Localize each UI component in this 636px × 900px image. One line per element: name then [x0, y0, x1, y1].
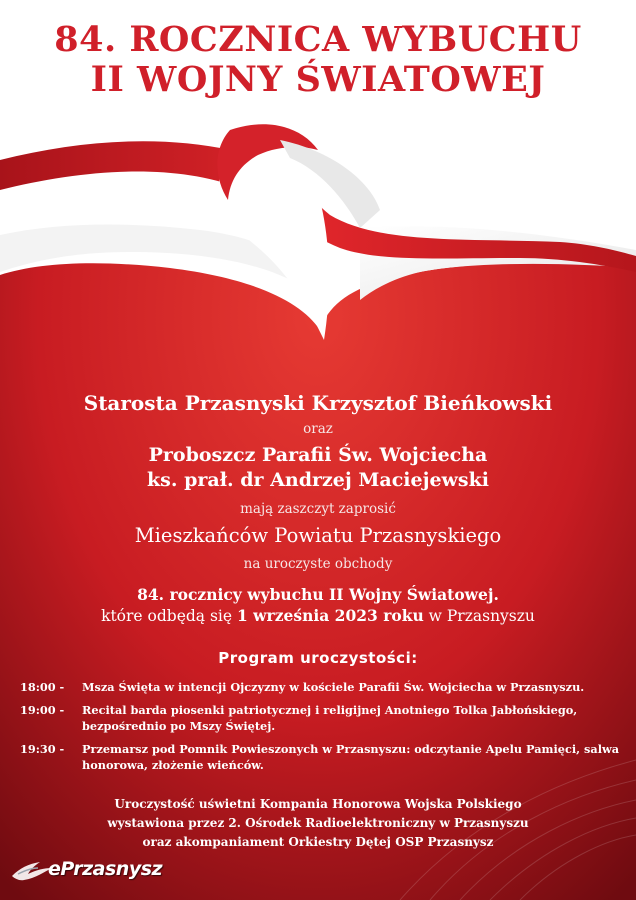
title-line-2: II WOJNY ŚWIATOWEJ — [90, 59, 546, 100]
guests-text: Mieszkańców Powiatu Przasnyskiego — [134, 524, 502, 547]
program-item — [20, 702, 636, 734]
honor-text: mają zaszczyt zaprosić — [240, 501, 396, 517]
date-suffix: w Przasnyszu — [428, 607, 535, 625]
event-date-line — [0, 605, 636, 627]
invitation-content — [0, 390, 636, 852]
eprzasnysz-logo — [10, 852, 162, 886]
program-time: 19:00 - — [20, 703, 65, 717]
program-time: 18:00 - — [20, 680, 65, 694]
footer-line-3: oraz akompaniament Orkiestry Dętej OSP Przasnysz — [142, 835, 494, 849]
event-name: 84. rocznicy wybuchu II Wojny Światowej. — [137, 585, 499, 604]
program-heading: Program uroczystości: — [218, 649, 418, 667]
footer-line-1: Uroczystość uświetni Kompania Honorowa Wojska Polskiego — [114, 797, 522, 811]
poster-title — [0, 20, 636, 100]
footer-text — [0, 795, 636, 852]
occasion-text: na uroczyste obchody — [243, 556, 393, 572]
program-item — [20, 679, 636, 695]
title-line-1: 84. ROCZNICA WYBUCHU — [54, 19, 582, 60]
event-date: 1 września 2023 roku — [237, 606, 424, 625]
program-text: Recital barda piosenki patriotycznej i religijnej Anotniego Tolka Jabłońskiego, bezpośrednio po Mszy Świętej. — [82, 703, 578, 733]
logo-text: ePrzasnysz — [48, 858, 163, 880]
date-prefix: które odbędą się — [101, 607, 233, 625]
program-item — [20, 741, 636, 773]
program-time: 19:30 - — [20, 742, 65, 756]
host-proboszcz-line-1: Proboszcz Parafii Św. Wojciecha — [148, 444, 488, 466]
footer-line-2: wystawiona przez 2. Ośrodek Radioelektroniczny w Przasnyszu — [107, 816, 529, 830]
program-list — [0, 679, 636, 773]
program-text: Przemarsz pod Pomnik Powieszonych w Przasnyszu: odczytanie Apelu Pamięci, salwa honorowa, złożenie wieńców. — [82, 742, 620, 772]
conjunction-text: oraz — [303, 421, 333, 437]
host-proboszcz-line-2: ks. prał. dr Andrzej Maciejewski — [147, 469, 489, 491]
host-starosta: Starosta Przasnyski Krzysztof Bieńkowski — [83, 391, 553, 415]
program-text: Msza Święta w intencji Ojczyzny w kościele Parafii Św. Wojciecha w Przasnyszu. — [82, 680, 585, 694]
